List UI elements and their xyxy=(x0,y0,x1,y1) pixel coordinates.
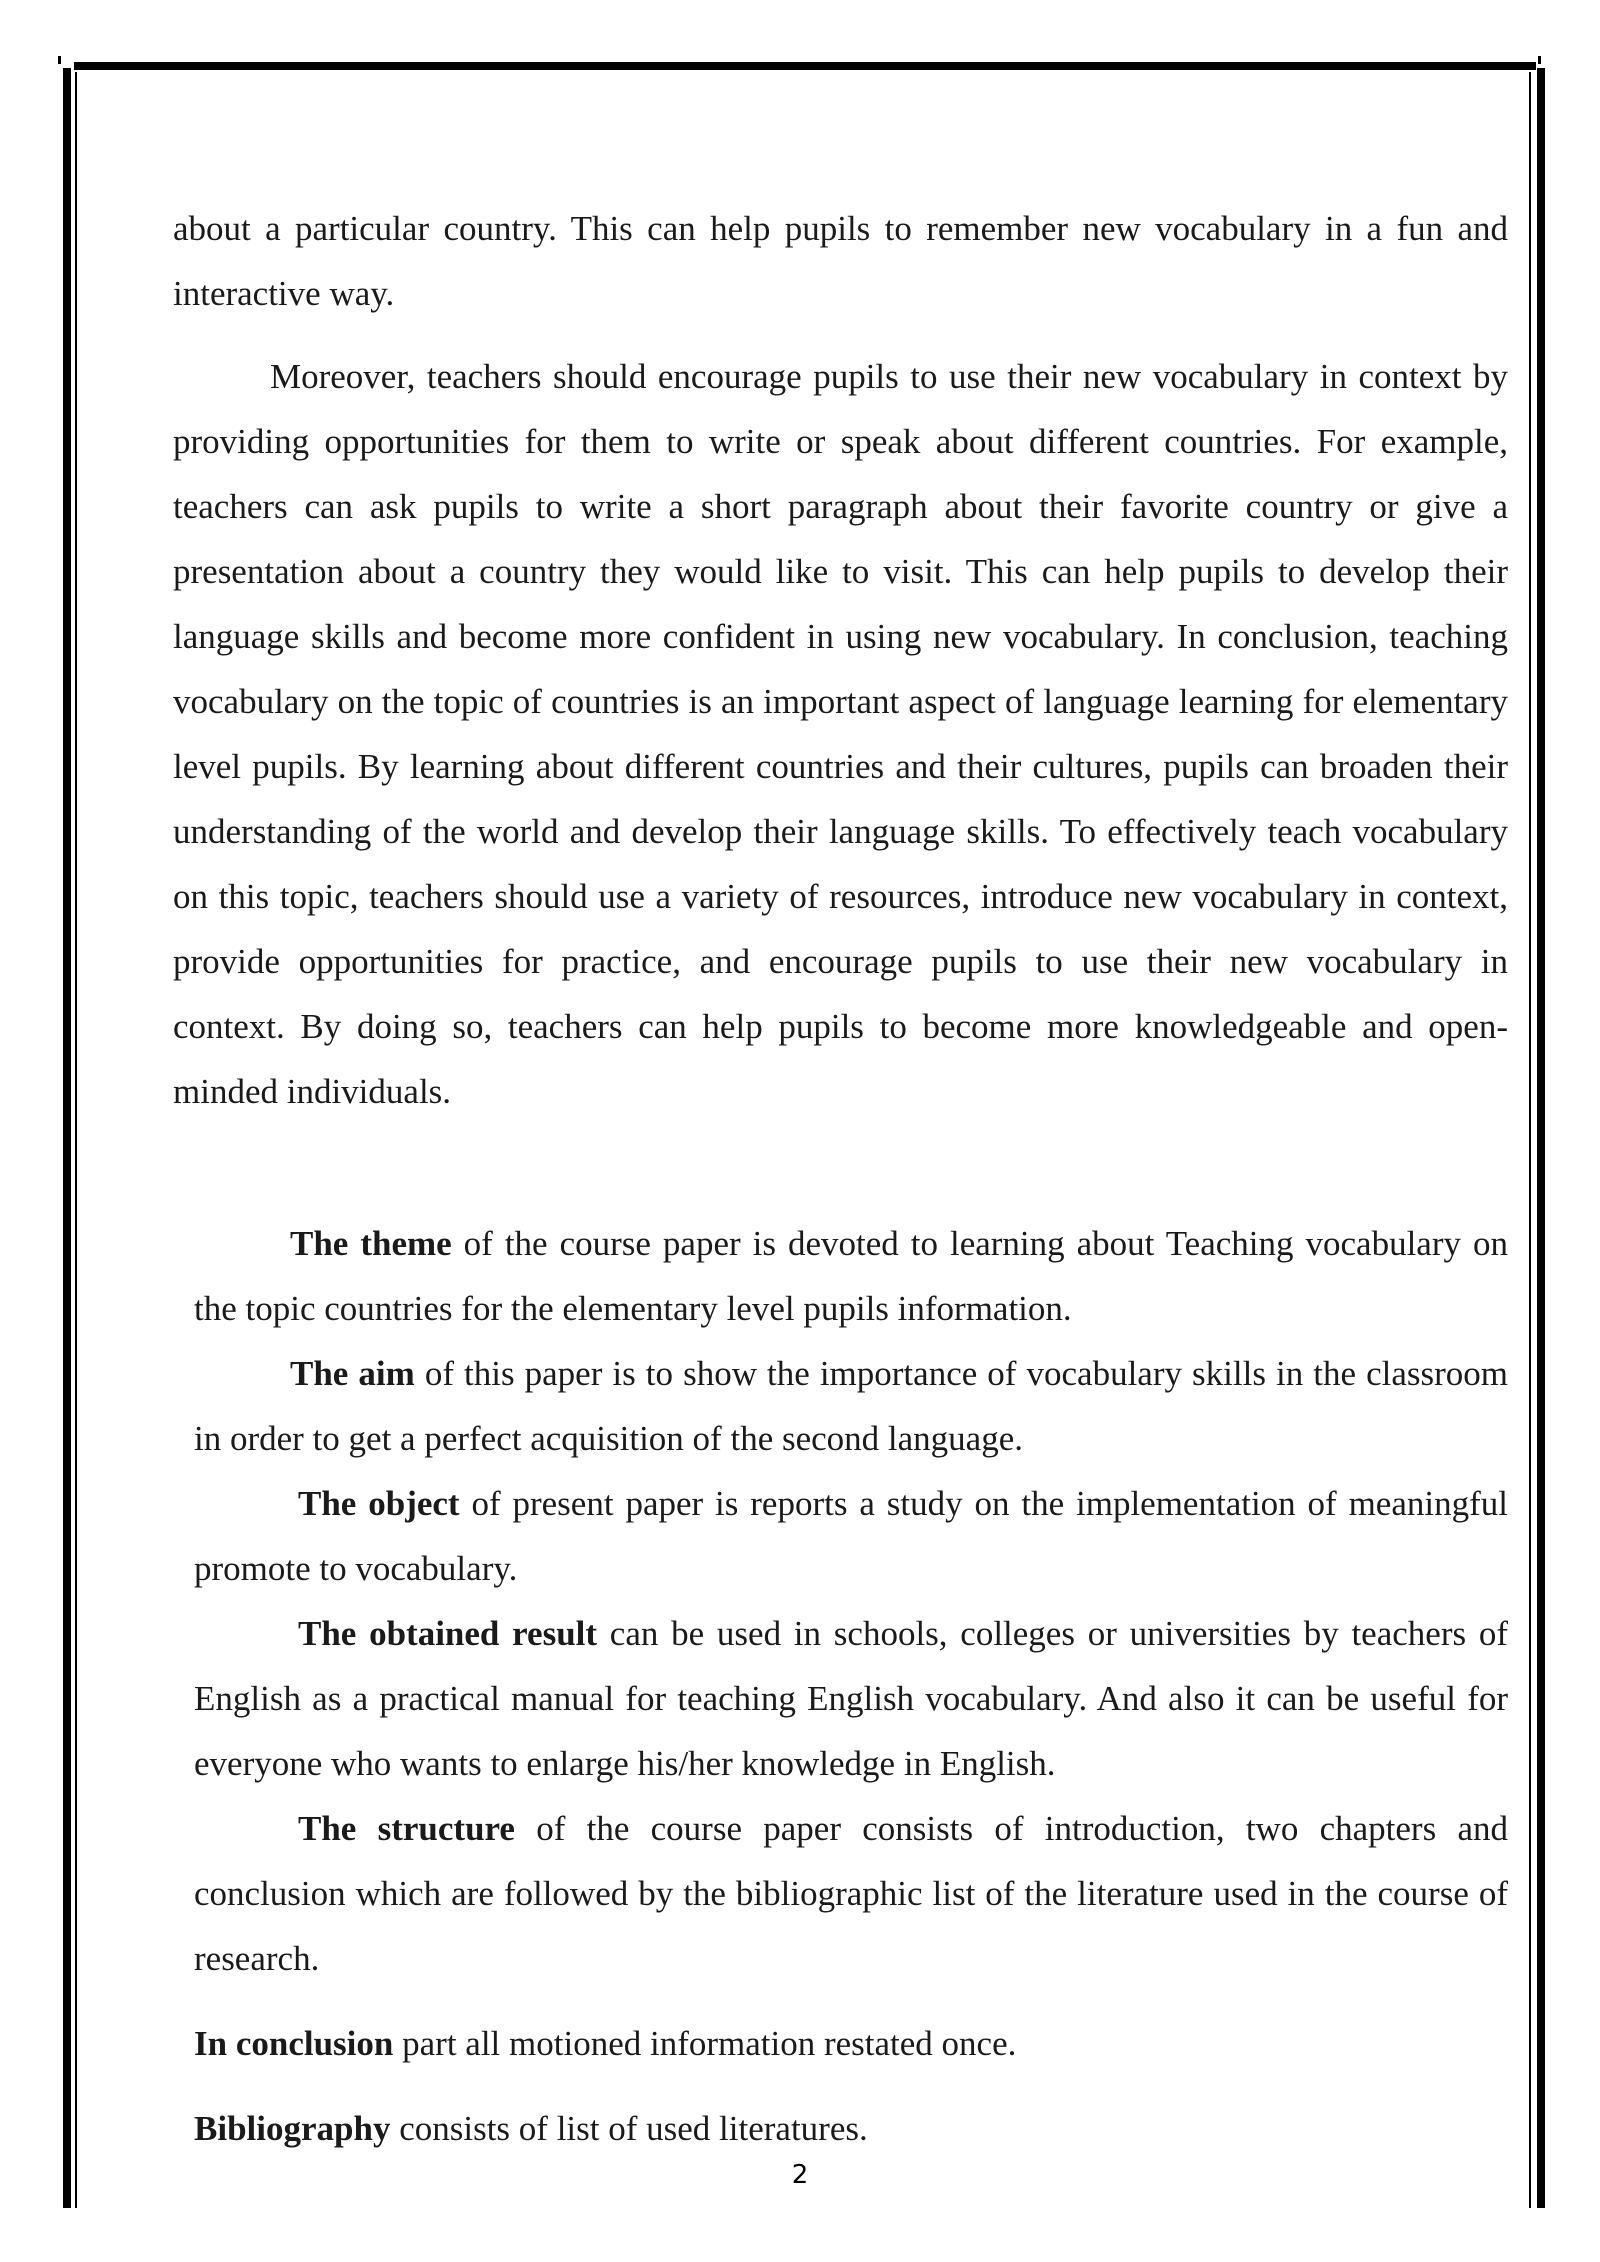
body-paragraph-1: about a particular country. This can help pupils to remember new vocabulary in a fun and interactive way. xyxy=(173,209,1508,313)
aim-text: of this paper is to show the importance of vocabulary skills in the classroom in order to get a perfect acquisition of the second language. xyxy=(194,1354,1508,1458)
result-label: The obtained result xyxy=(298,1614,598,1653)
structure-text: of the course paper consists of introduction, two chapters and conclusion which are followed by the bibliographic list of the literature used in the course of research. xyxy=(194,1809,1508,1978)
corner-mark-right xyxy=(1538,56,1541,64)
structure-paragraph xyxy=(194,1796,1508,1991)
object-paragraph xyxy=(194,1471,1508,1601)
document-body xyxy=(173,196,1508,1142)
conclusion-paragraph xyxy=(194,2011,1508,2076)
aim-label: The aim xyxy=(290,1354,415,1393)
theme-paragraph xyxy=(194,1211,1508,1341)
object-label: The object xyxy=(298,1484,460,1523)
page-border-left xyxy=(63,68,71,2208)
page-border-right-inner xyxy=(1529,72,1531,2208)
theme-text: of the course paper is devoted to learning about Teaching vocabulary on the topic countries for the elementary level pupils information. xyxy=(194,1224,1508,1328)
structure-label: The structure xyxy=(298,1809,515,1848)
bibliography-text: consists of list of used literatures. xyxy=(390,2109,868,2148)
object-text: of present paper is reports a study on the implementation of meaningful promote to vocabulary. xyxy=(194,1484,1508,1588)
bibliography-label: Bibliography xyxy=(194,2109,391,2148)
page-border-left-inner xyxy=(75,72,77,2208)
result-text: can be used in schools, colleges or universities by teachers of English as a practical manual for teaching English vocabulary. And also it can be useful for everyone who wants to enlarge his/her knowledge in English. xyxy=(194,1614,1509,1783)
intro-components xyxy=(194,1211,1508,2161)
page-border-top xyxy=(74,62,1536,70)
page-border-right xyxy=(1537,68,1545,2208)
result-paragraph xyxy=(194,1601,1508,1796)
conclusion-text: part all motioned information restated once. xyxy=(393,2024,1017,2063)
aim-paragraph xyxy=(194,1341,1508,1471)
theme-label: The theme xyxy=(290,1224,452,1263)
body-paragraph-2: Moreover, teachers should encourage pupils to use their new vocabulary in context by providing opportunities for them to write or speak about different countries. For example, teachers can ask pupils to write a short paragraph about their favorite country or give a presentation about a country they would like to visit. This can help pupils to develop their language skills and become more confident in using new vocabulary. In conclusion, teaching vocabulary on the topic of countries is an important aspect of language learning for elementary level pupils. By learning about different countries and their cultures, pupils can broaden their understanding of the world and develop their language skills. To effectively teach vocabulary on this topic, teachers should use a variety of resources, introduce new vocabulary in context, provide opportunities for practice, and encourage pupils to use their new vocabulary in context. By doing so, teachers can help pupils to become more knowledgeable and open-minded individuals. xyxy=(173,357,1508,1111)
bibliography-paragraph xyxy=(194,2096,1508,2161)
corner-mark-left xyxy=(58,56,61,64)
conclusion-label: In conclusion xyxy=(194,2024,394,2063)
page-number: 2 xyxy=(791,2160,809,2190)
